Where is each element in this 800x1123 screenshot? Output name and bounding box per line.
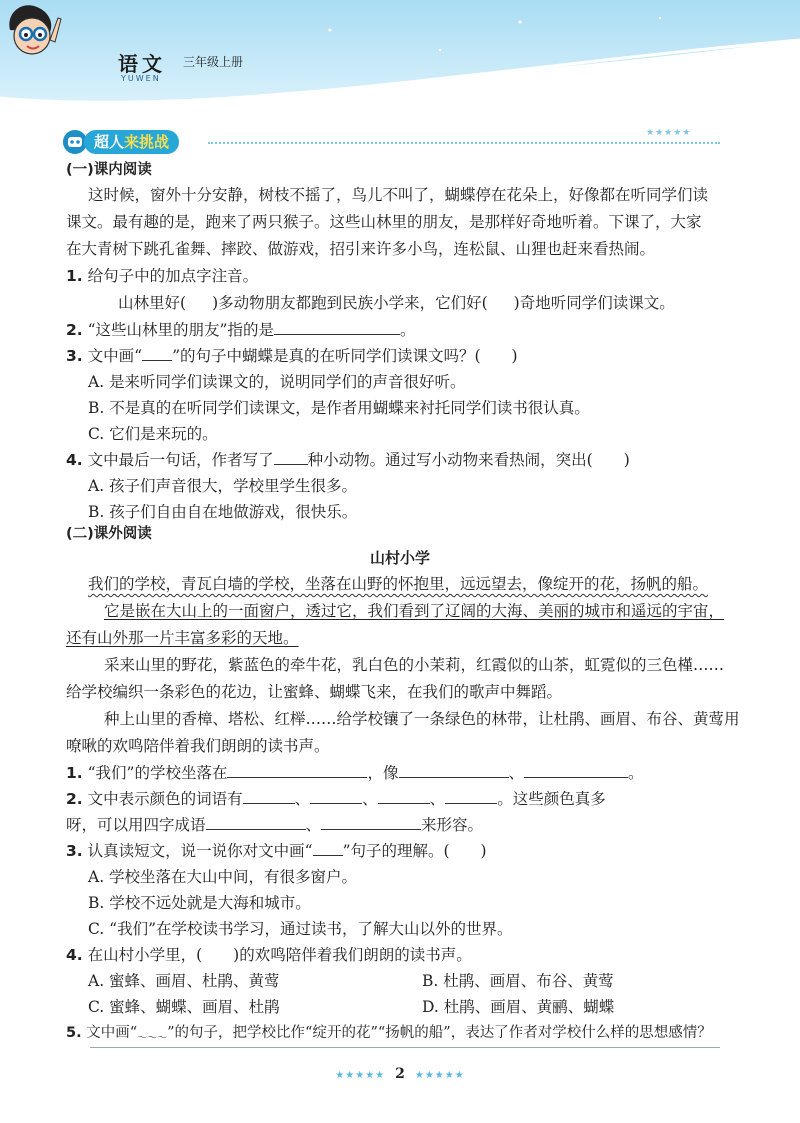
question-text: 文中最后一句话，作者写了 bbox=[87, 451, 274, 469]
option[interactable]: C. 它们是来玩的。 bbox=[88, 425, 218, 443]
question-text: 认真读短文，说一说你对文中画“ bbox=[87, 842, 313, 860]
passage2-line: 嘹啾的欢鸣陪伴着我们朗朗的读书声。 bbox=[66, 737, 330, 755]
page-header bbox=[0, 0, 800, 110]
stars-decoration: ★★★★★ bbox=[646, 128, 692, 138]
question-2-5 bbox=[66, 1023, 712, 1049]
option[interactable]: B. 不是真的在听同学们读课文，是作者用蝴蝶来衬托同学们读书很认真。 bbox=[88, 399, 590, 417]
answer-blank[interactable] bbox=[399, 763, 509, 778]
separator: 、 bbox=[508, 764, 525, 782]
question-1-1-sentence bbox=[118, 293, 675, 313]
question-text: 文中表示颜色的词语有 bbox=[87, 790, 243, 808]
sentence-part: )奇地听同学们读课文。 bbox=[513, 294, 675, 312]
underline-sample bbox=[313, 841, 343, 856]
answer-blank[interactable] bbox=[310, 789, 362, 804]
question-2-4 bbox=[66, 945, 472, 965]
option[interactable]: C. 蜜蜂、蝴蝶、画眉、杜鹃 bbox=[88, 998, 280, 1016]
answer-blank[interactable] bbox=[378, 789, 430, 804]
question-end: 。 bbox=[628, 764, 644, 782]
passage-title: 山村小学 bbox=[369, 549, 430, 567]
dotted-divider bbox=[208, 142, 720, 144]
question-text: ，像 bbox=[367, 764, 399, 782]
question-text: 给句子中的加点字注音。 bbox=[87, 267, 259, 285]
option[interactable]: A. 蜜蜂、画眉、杜鹃、黄莺 bbox=[88, 972, 280, 990]
question-text: ”的句子，把学校比作“绽开的花”“扬帆的船”，表达了作者对学校什么样的思想感情？ bbox=[167, 1025, 712, 1041]
banner-title-white: 超人 bbox=[94, 133, 125, 151]
question-text: 文中画“ bbox=[87, 347, 143, 365]
stars-left-decoration: ★★★★★ bbox=[335, 1070, 386, 1081]
question-text: “我们”的学校坐落在 bbox=[87, 764, 228, 782]
option[interactable]: A. 学校坐落在大山中间，有很多窗户。 bbox=[88, 868, 358, 886]
answer-blank[interactable] bbox=[274, 450, 308, 465]
question-number: 4. bbox=[66, 946, 83, 964]
option[interactable]: C. “我们”在学校读书学习，通过读书，了解大山以外的世界。 bbox=[88, 920, 513, 938]
passage1-line: 课文。最有趣的是，跑来了两只猴子。这些山林里的朋友，是那样好奇地听着。下课了，大家 bbox=[66, 213, 702, 231]
option[interactable]: B. 学校不远处就是大海和城市。 bbox=[88, 894, 311, 912]
option[interactable]: A. 孩子们声音很大，学校里学生很多。 bbox=[88, 477, 358, 495]
question-1-2 bbox=[66, 320, 416, 340]
subject-title-en: YUWEN bbox=[121, 74, 161, 83]
option[interactable]: B. 杜鹃、画眉、布谷、黄莺 bbox=[422, 972, 614, 990]
separator: 、 bbox=[429, 790, 446, 808]
option[interactable]: D. 杜鹃、画眉、黄鹂、蝴蝶 bbox=[422, 998, 615, 1016]
separator: 、 bbox=[305, 816, 322, 834]
answer-blank[interactable] bbox=[274, 320, 400, 335]
sentence-part: )多动物朋友都跑到民族小学来，它们好( bbox=[212, 294, 488, 312]
question-number: 3. bbox=[66, 842, 83, 860]
banner-title-yellow: 来挑战 bbox=[124, 133, 170, 151]
underline-sample bbox=[142, 346, 172, 361]
question-number: 4. bbox=[66, 451, 83, 469]
question-end: 。 bbox=[399, 321, 416, 339]
page-footer bbox=[0, 1066, 800, 1082]
passage2-line: 我们的学校，青瓦白墙的学校，坐落在山野的怀抱里，远远望去，像绽开的花，扬帆的船。 bbox=[88, 575, 709, 593]
question-1-1 bbox=[66, 266, 258, 286]
mascot-icon bbox=[0, 0, 64, 64]
question-1-3 bbox=[66, 346, 518, 366]
passage2-line: 采来山里的野花，紫蓝色的牵牛花，乳白色的小茉莉，红霞似的山茶，虹霓似的三色槿…… bbox=[104, 656, 725, 674]
question-text: 呀，可以用四字成语 bbox=[66, 816, 206, 834]
option[interactable]: B. 孩子们自由自在地做游戏，很快乐。 bbox=[88, 503, 358, 521]
question-text: 种小动物。通过写小动物来看热闹，突出( ) bbox=[307, 451, 630, 469]
answer-blank[interactable] bbox=[524, 763, 628, 778]
grade-label: 三年级上册 bbox=[183, 55, 244, 69]
question-number: 1. bbox=[66, 267, 83, 285]
passage1-line: 这时候，窗外十分安静，树枝不摇了，鸟儿不叫了，蝴蝶停在花朵上，好像都在听同学们读 bbox=[88, 186, 709, 204]
banner-title bbox=[84, 130, 179, 154]
question-text: ”句子的理解。( ) bbox=[342, 842, 487, 860]
wavy-line-sample: ～～～ bbox=[137, 1032, 168, 1044]
passage1-line: 在大青树下跳孔雀舞、摔跤、做游戏，招引来许多小鸟，连松鼠、山狸也赶来看热闹。 bbox=[66, 240, 656, 258]
footer-divider bbox=[90, 1047, 720, 1048]
section1-heading: (一)课内阅读 bbox=[66, 162, 152, 178]
question-text: 。这些颜色真多 bbox=[497, 790, 606, 808]
answer-blank[interactable] bbox=[243, 789, 295, 804]
question-number: 5. bbox=[66, 1025, 82, 1041]
answer-blank[interactable] bbox=[206, 815, 306, 830]
page-number: 2 bbox=[395, 1066, 405, 1082]
question-2-1 bbox=[66, 763, 644, 783]
question-text: 文中画“ bbox=[86, 1025, 138, 1041]
separator: 、 bbox=[294, 790, 311, 808]
question-2-2-line2 bbox=[66, 815, 483, 835]
question-text: “这些山林里的朋友”指的是 bbox=[87, 321, 274, 339]
passage2-line: 它是嵌在大山上的一面窗户，透过它，我们看到了辽阔的大海、美丽的城市和遥远的宇宙， bbox=[104, 602, 725, 620]
section2-heading: (二)课外阅读 bbox=[66, 526, 152, 542]
question-1-4 bbox=[66, 450, 630, 470]
passage2-line: 种上山里的香樟、塔松、红榉……给学校镶了一条绿色的林带，让杜鹃、画眉、布谷、黄莺用 bbox=[104, 710, 740, 728]
answer-blank[interactable] bbox=[445, 789, 497, 804]
answer-blank[interactable] bbox=[227, 763, 367, 778]
passage2-line: 给学校编织一条彩色的花边，让蜜蜂、蝴蝶飞来，在我们的歌声中舞蹈。 bbox=[66, 683, 563, 701]
option[interactable]: A. 是来听同学们读课文的，说明同学们的声音很好听。 bbox=[88, 373, 466, 391]
question-text: 在山村小学里，( )的欢鸣陪伴着我们朗朗的读书声。 bbox=[87, 946, 472, 964]
separator: 、 bbox=[362, 790, 378, 808]
question-text: ”的句子中蝴蝶是真的在听同学们读课文吗？( ) bbox=[172, 347, 518, 365]
subject-title: 语文 bbox=[118, 52, 166, 76]
question-number: 1. bbox=[66, 764, 83, 782]
question-2-3 bbox=[66, 841, 487, 861]
question-number: 2. bbox=[66, 321, 83, 339]
question-number: 2. bbox=[66, 790, 83, 808]
sentence-part: 山林里好( bbox=[118, 294, 187, 312]
passage2-line: 还有山外那一片丰富多彩的天地。 bbox=[66, 629, 299, 647]
stars-right-decoration: ★★★★★ bbox=[414, 1070, 465, 1081]
answer-blank[interactable] bbox=[321, 815, 421, 830]
question-text: 来形容。 bbox=[421, 816, 484, 834]
question-number: 3. bbox=[66, 347, 83, 365]
question-2-2 bbox=[66, 789, 606, 809]
